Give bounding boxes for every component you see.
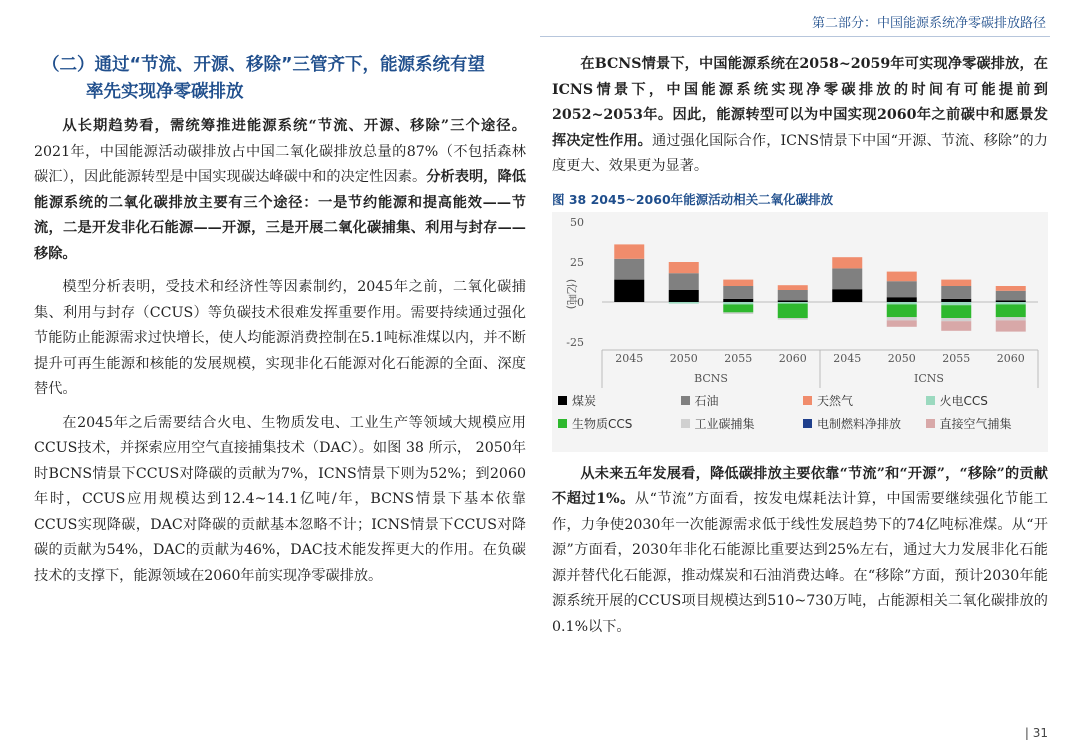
bar-segment bbox=[996, 302, 1026, 304]
paragraph-five-year-body: 从“节流”方面看，按发电煤耗法计算，中国需要继续强化节能工作，力争使2030年一次能源需求低于线性发展趋势下的74亿吨标准煤。从“开源”方面看，2030年非化石能源比重要达到25%左右，通过大力发展非化石能源并替代化石能源，推动煤炭和石油消费达峰。在“移除”方面，预计2030年能源系统开展的CCUS项目规模达到510~730万吨，占能源相关二氧化碳排放的0.1%以下。 bbox=[552, 491, 1048, 635]
section-header: 第二部分：中国能源系统净零碳排放路径 bbox=[811, 16, 1046, 31]
paragraph-five-year-outlook bbox=[552, 462, 1048, 641]
legend-item bbox=[681, 392, 804, 409]
bar-segment bbox=[832, 289, 862, 302]
group-label: ICNS bbox=[914, 371, 944, 385]
paragraph-model-analysis: 模型分析表明，受技术和经济性等因素制约，2045年之前，二氧化碳捕集、利用与封存（CCUS）等负碳技术很难发挥重要作用。需要持续通过强化节能防止能源需求过快增长，使人均能源消费控制在5.1吨标准煤以内，并不断提升可再生能源和核能的发展规模，实现非化石能源对化石能源的全面、深度替代。 bbox=[34, 279, 526, 397]
bar-segment bbox=[941, 298, 971, 301]
bar-segment bbox=[887, 297, 917, 302]
bar-segment bbox=[669, 273, 699, 290]
header-divider bbox=[540, 36, 1050, 37]
legend-item bbox=[681, 415, 804, 432]
bar-segment bbox=[669, 262, 699, 273]
bar-segment bbox=[887, 317, 917, 320]
y-axis-label: (亿吨) bbox=[565, 278, 578, 309]
section-heading bbox=[34, 52, 526, 106]
bar-segment bbox=[778, 302, 808, 304]
paragraph-net-zero-timing bbox=[552, 52, 1048, 180]
bar-segment bbox=[723, 304, 753, 312]
emissions-chart-svg bbox=[552, 212, 1048, 392]
bar-segment bbox=[996, 317, 1026, 320]
bar-segment bbox=[669, 290, 699, 302]
bar-segment bbox=[941, 286, 971, 299]
heading-line-1: （二）通过“节流、开源、移除”三管齐下，能源系统有望 bbox=[42, 55, 486, 75]
bar-segment bbox=[996, 290, 1026, 300]
paragraph-net-zero-lead: 在BCNS情景下，中国能源系统在2058~2059年可实现净零碳排放，在ICNS情景下，中国能源系统实现净零碳排放的时间有可能提前到2052~2053年。因此，能源转型可以为中国实现2060年之前碳中和愿景发挥决定性作用。 bbox=[552, 56, 1048, 149]
bar-segment bbox=[941, 318, 971, 321]
bar-segment bbox=[887, 320, 917, 326]
legend-label: 石油 bbox=[694, 393, 719, 408]
bar-segment bbox=[669, 302, 699, 304]
bar-segment bbox=[941, 305, 971, 318]
y-tick-label: -25 bbox=[566, 335, 584, 349]
legend-swatch bbox=[926, 419, 935, 428]
bar-segment bbox=[614, 258, 644, 279]
paragraph-approaches-conclusion: 分析表明，降低能源系统的二氧化碳排放主要有三个途径：一是节约能源和提高能效——节流，二是开发非化石能源——开源，三是开展二氧化碳捕集、利用与封存——移除。 bbox=[34, 169, 526, 262]
x-tick-label: 2060 bbox=[996, 351, 1025, 365]
y-tick-label: 0 bbox=[577, 295, 584, 309]
chart-legend bbox=[558, 392, 1048, 432]
bar-segment bbox=[778, 318, 808, 320]
bar-segment bbox=[996, 286, 1026, 291]
legend-item bbox=[803, 392, 926, 409]
figure-title: 图 38 2045~2060年能源活动相关二氧化碳排放 bbox=[552, 191, 834, 207]
bar-segment bbox=[778, 300, 808, 302]
x-tick-label: 2045 bbox=[833, 351, 862, 365]
y-tick-label: 25 bbox=[570, 255, 584, 269]
legend-swatch bbox=[803, 396, 812, 405]
legend-swatch bbox=[558, 396, 567, 405]
legend-item bbox=[926, 392, 1049, 409]
bar-segment bbox=[723, 286, 753, 299]
legend-label: 生物质CCS bbox=[572, 416, 633, 431]
x-tick-label: 2050 bbox=[669, 351, 698, 365]
bar-segment bbox=[778, 303, 808, 317]
bar-segment bbox=[723, 312, 753, 314]
bar-segment bbox=[941, 279, 971, 285]
bar-segment bbox=[887, 281, 917, 297]
legend-item bbox=[926, 415, 1049, 432]
bar-segment bbox=[887, 271, 917, 281]
x-tick-label: 2055 bbox=[942, 351, 971, 365]
legend-label: 火电CCS bbox=[939, 393, 988, 408]
bar-segment bbox=[778, 285, 808, 290]
legend-item bbox=[803, 415, 926, 432]
legend-swatch bbox=[681, 419, 690, 428]
group-label: BCNS bbox=[694, 371, 728, 385]
paragraph-approaches-lead: 从长期趋势看，需统筹推进能源系统“节流、开源、移除”三个途径。 bbox=[62, 118, 526, 134]
legend-label: 天然气 bbox=[817, 393, 854, 408]
legend-swatch bbox=[681, 396, 690, 405]
legend-swatch bbox=[558, 419, 567, 428]
paragraph-five-year-lead: 从未来五年发展看，降低碳排放主要依靠“节流”和“开源”，“移除”的贡献不超过1%。 bbox=[552, 465, 1048, 507]
bar-segment bbox=[941, 321, 971, 331]
bar-segment bbox=[614, 244, 644, 258]
legend-label: 工业碳捕集 bbox=[694, 416, 755, 431]
paragraph-ccus-after-2045: 在2045年之后需要结合火电、生物质发电、工业生产等领域大规模应用CCUS技术，并探索应用空气直接捕集技术（DAC）。如图 38 所示， 2050年时BCNS情景下CCUS对降碳的贡献为7%，ICNS情景下则为52%；到2060年时，CCUS应用规模达到12.4~14.1亿吨/年，BCNS情景下基本依靠CCUS实现降碳，DAC对降碳的贡献基本忽略不计；ICNS情景下CCUS对降碳的贡献为54%，DAC的贡献为46%，DAC技术能发挥更大的作用。在负碳技术的支撑下，能源领域在2060年前实现净零碳排放。 bbox=[34, 414, 526, 584]
legend-label: 电制燃料净排放 bbox=[817, 416, 902, 431]
y-tick-label: 50 bbox=[570, 215, 584, 229]
right-column bbox=[552, 52, 1048, 648]
bar-segment bbox=[996, 304, 1026, 317]
bar-segment bbox=[996, 300, 1026, 302]
left-column bbox=[34, 52, 526, 597]
heading-line-2: 率先实现净零碳排放 bbox=[86, 82, 244, 102]
x-tick-label: 2055 bbox=[724, 351, 753, 365]
page-number: | 31 bbox=[1024, 726, 1048, 740]
bar-segment bbox=[887, 302, 917, 304]
x-tick-label: 2045 bbox=[615, 351, 644, 365]
bar-segment bbox=[832, 268, 862, 289]
x-tick-label: 2060 bbox=[778, 351, 807, 365]
bar-segment bbox=[887, 304, 917, 317]
legend-swatch bbox=[803, 419, 812, 428]
emissions-chart bbox=[552, 212, 1048, 452]
legend-item bbox=[558, 415, 681, 432]
paragraph-net-zero-body: 通过强化国际合作，ICNS情景下中国“开源、节流、移除”的力度更大、效果更为显著。 bbox=[552, 132, 1048, 174]
paragraph-approaches-body: 2021年，中国能源活动碳排放占中国二氧化碳排放总量的87%（不包括森林碳汇），因此能源转型是中国实现碳达峰碳中和的决定性因素。 bbox=[34, 143, 526, 185]
bar-segment bbox=[723, 302, 753, 304]
legend-label: 直接空气捕集 bbox=[939, 416, 1012, 431]
bar-segment bbox=[723, 298, 753, 301]
bar-segment bbox=[778, 290, 808, 300]
legend-swatch bbox=[926, 396, 935, 405]
bar-segment bbox=[832, 257, 862, 268]
legend-label: 煤炭 bbox=[572, 393, 597, 408]
bar-segment bbox=[941, 302, 971, 305]
bar-segment bbox=[614, 279, 644, 301]
paragraph-approaches bbox=[34, 114, 526, 267]
bar-segment bbox=[723, 279, 753, 285]
legend-item bbox=[558, 392, 681, 409]
x-tick-label: 2050 bbox=[887, 351, 916, 365]
bar-segment bbox=[996, 320, 1026, 331]
